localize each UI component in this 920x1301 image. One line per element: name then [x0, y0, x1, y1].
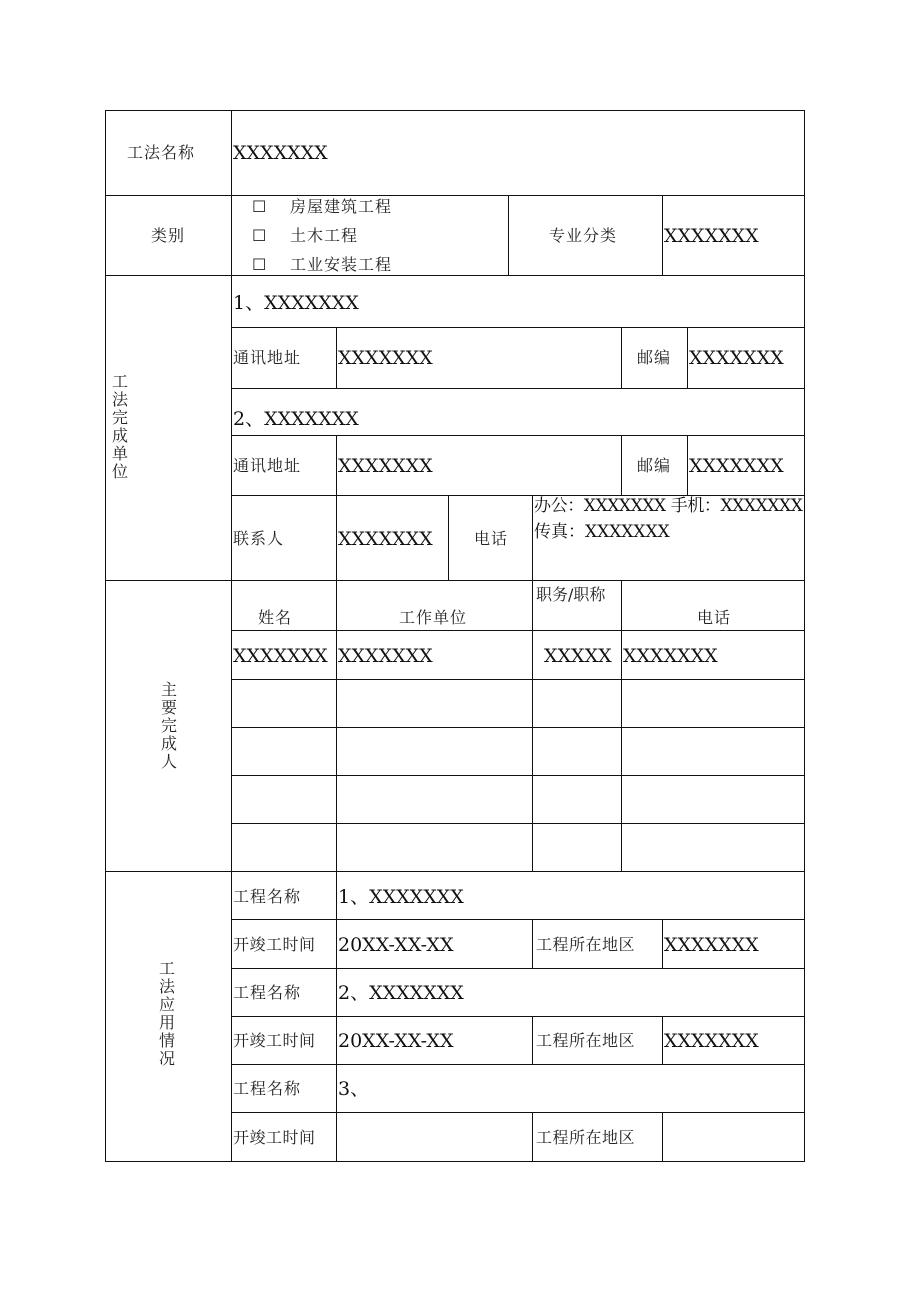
person-unit: XXXXXXX	[338, 645, 433, 667]
checkbox-icon[interactable]: ☐	[252, 197, 267, 216]
border-right	[804, 110, 805, 1162]
divider	[231, 1064, 805, 1065]
divider	[687, 435, 688, 496]
divider	[532, 1016, 533, 1065]
project-name-label: 工程名称	[233, 983, 302, 1002]
header-unit: 工作单位	[399, 608, 468, 627]
unit1-address-label: 通讯地址	[233, 348, 302, 367]
divider	[621, 435, 622, 496]
specialty-value: XXXXXXX	[664, 225, 759, 247]
phone-label: 电话	[474, 529, 509, 548]
header-title: 职务/职称	[536, 585, 606, 604]
divider	[662, 195, 663, 276]
divider	[532, 495, 533, 581]
unit1-postcode: XXXXXXX	[689, 347, 784, 369]
divider	[662, 1016, 663, 1065]
unit1-address: XXXXXXX	[338, 347, 433, 369]
project-time-label: 开竣工时间	[233, 1128, 316, 1147]
divider	[662, 919, 663, 969]
divider	[532, 580, 533, 872]
unit2-postcode: XXXXXXX	[689, 455, 784, 477]
divider	[231, 775, 805, 776]
project-region-label: 工程所在地区	[536, 935, 636, 954]
checkbox-icon[interactable]: ☐	[252, 255, 267, 274]
person-phone: XXXXXXX	[623, 645, 718, 667]
divider	[231, 1016, 805, 1017]
method-name-label: 工法名称	[127, 143, 196, 162]
divider	[231, 435, 805, 436]
project-region: XXXXXXX	[664, 1030, 759, 1052]
units-side-label: 工法完成单位	[111, 372, 128, 481]
border-top	[105, 110, 805, 111]
divider	[336, 871, 337, 1162]
persons-side-label: 主要完成人	[160, 680, 177, 771]
category-option-text: 工业安装工程	[290, 255, 393, 274]
divider	[105, 275, 805, 276]
project-name: 2、XXXXXXX	[338, 982, 464, 1004]
divider	[231, 327, 805, 328]
unit1-name: 1、XXXXXXX	[233, 292, 359, 314]
divider	[532, 1112, 533, 1162]
divider	[105, 195, 805, 196]
phone-line2: 传真：XXXXXXX	[534, 522, 670, 542]
header-name: 姓名	[258, 608, 293, 627]
divider	[231, 968, 805, 969]
project-name: 1、XXXXXXX	[338, 886, 464, 908]
specialty-label: 专业分类	[549, 226, 618, 245]
unit1-postcode-label: 邮编	[637, 348, 672, 367]
checkbox-icon[interactable]: ☐	[252, 226, 267, 245]
phone-line1: 办公：XXXXXXX 手机：XXXXXXX	[534, 496, 803, 516]
project-time-label: 开竣工时间	[233, 1031, 316, 1050]
project-name-label: 工程名称	[233, 887, 302, 906]
project-time-label: 开竣工时间	[233, 935, 316, 954]
divider	[105, 871, 805, 872]
contact-label: 联系人	[233, 529, 285, 548]
method-name-value: XXXXXXX	[233, 142, 328, 164]
divider	[231, 1112, 805, 1113]
border-bottom	[105, 1161, 805, 1162]
unit2-name: 2、XXXXXXX	[233, 408, 359, 430]
unit2-address: XXXXXXX	[338, 455, 433, 477]
divider	[231, 630, 805, 631]
divider	[231, 919, 805, 920]
project-time: 20XX-XX-XX	[338, 934, 454, 956]
divider	[231, 823, 805, 824]
category-label: 类别	[151, 226, 186, 245]
project-region-label: 工程所在地区	[536, 1031, 636, 1050]
divider	[532, 919, 533, 969]
divider	[336, 327, 337, 389]
contact-value: XXXXXXX	[338, 528, 433, 550]
border-left	[105, 110, 106, 1162]
divider	[662, 1112, 663, 1162]
person-title: XXXXX	[544, 645, 612, 667]
unit2-address-label: 通讯地址	[233, 456, 302, 475]
header-phone: 电话	[697, 608, 732, 627]
divider	[336, 435, 337, 581]
unit2-postcode-label: 邮编	[637, 456, 672, 475]
category-option-text: 土木工程	[290, 226, 359, 245]
divider	[231, 110, 232, 1162]
project-region: XXXXXXX	[664, 934, 759, 956]
person-name: XXXXXXX	[233, 645, 328, 667]
divider	[231, 679, 805, 680]
divider	[231, 727, 805, 728]
divider	[105, 580, 805, 581]
divider	[508, 195, 509, 276]
project-time: 20XX-XX-XX	[338, 1030, 454, 1052]
application-side-label: 工法应用情况	[158, 959, 175, 1068]
divider	[336, 580, 337, 872]
divider	[687, 327, 688, 389]
project-region-label: 工程所在地区	[536, 1128, 636, 1147]
divider	[448, 495, 449, 581]
divider	[231, 388, 805, 389]
divider	[621, 580, 622, 872]
project-name-label: 工程名称	[233, 1079, 302, 1098]
category-option-text: 房屋建筑工程	[290, 197, 393, 216]
project-name: 3、	[338, 1078, 370, 1100]
divider	[621, 327, 622, 389]
